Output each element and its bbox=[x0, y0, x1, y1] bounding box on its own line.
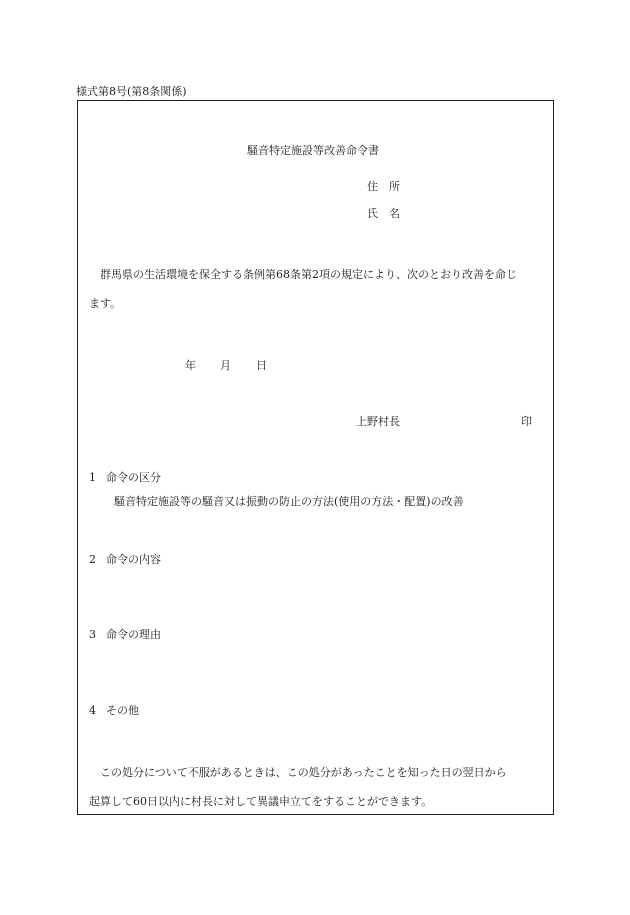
name-label: 氏 名 bbox=[367, 207, 400, 220]
appeal-notice-line-2: 起算して60日以内に村長に対して異議申立てをすることができます。 bbox=[89, 795, 433, 808]
section-1-heading: 命令の区分 bbox=[106, 471, 161, 484]
date-day-label: 日 bbox=[256, 359, 267, 372]
address-label: 住 所 bbox=[367, 180, 400, 193]
issuer-name: 上野村長 bbox=[356, 415, 400, 428]
section-1-number: 1 bbox=[89, 471, 96, 484]
section-4-heading: その他 bbox=[106, 704, 139, 717]
date-month-label: 月 bbox=[220, 359, 231, 372]
section-2-heading: 命令の内容 bbox=[106, 553, 161, 566]
section-3-heading: 命令の理由 bbox=[106, 628, 161, 641]
document-title: 騒音特定施設等改善命令書 bbox=[247, 144, 379, 157]
intro-text-line-1: 群馬県の生活環境を保全する条例第68条第2項の規定により、次のとおり改善を命じ bbox=[100, 268, 517, 281]
section-3-number: 3 bbox=[89, 628, 96, 641]
order-form bbox=[77, 100, 554, 815]
intro-text-line-2: ます。 bbox=[89, 297, 122, 310]
appeal-notice-line-1: この処分について不服があるときは、この処分があったことを知った日の翌日から bbox=[100, 766, 507, 779]
section-2-number: 2 bbox=[89, 553, 96, 566]
date-year-label: 年 bbox=[185, 359, 196, 372]
form-number-label: 様式第8号(第8条関係) bbox=[76, 85, 187, 98]
section-4-number: 4 bbox=[89, 704, 96, 717]
section-1-body: 騒音特定施設等の騒音又は振動の防止の方法(使用の方法・配置)の改善 bbox=[114, 495, 464, 508]
seal-mark: 印 bbox=[521, 415, 532, 428]
